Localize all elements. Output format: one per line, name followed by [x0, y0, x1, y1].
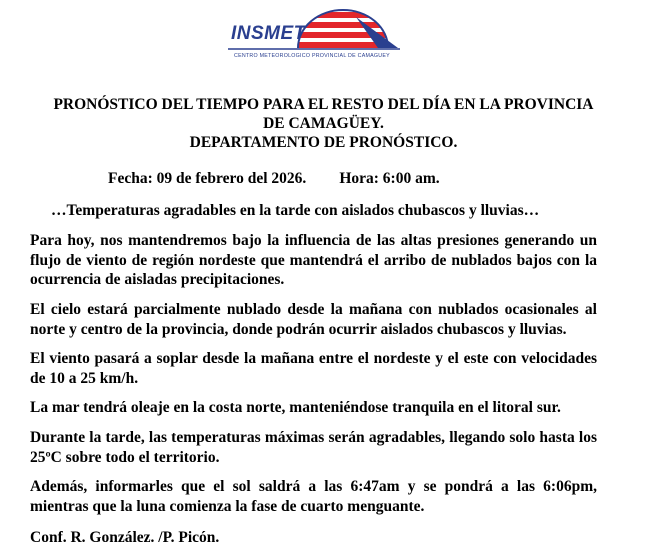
- title-line-1: PRONÓSTICO DEL TIEMPO PARA EL RESTO DEL DÍA EN LA PROVINCIA: [53, 96, 594, 113]
- paragraph-wind: El viento pasará a soplar desde la mañana entre el nordeste y el este con velocidades de 10 a 25 km/h.: [30, 350, 597, 387]
- insmet-logo: [228, 8, 403, 64]
- paragraph-general: Para hoy, nos mantendremos bajo la influencia de las altas presiones generando un flujo de viento de región nordeste que mantendrá el arribo de nublados bajos con la ocurrencia de aisladas precipitaciones.: [30, 232, 597, 288]
- title-line-2: DE CAMAGÜEY.: [263, 115, 384, 132]
- forecast-date: Fecha: 09 de febrero del 2026.: [108, 170, 307, 187]
- date-time-line: [108, 169, 440, 188]
- title-line-3: DEPARTAMENTO DE PRONÓSTICO.: [189, 134, 458, 151]
- forecast-summary: …Temperaturas agradables en la tarde con aislados chubascos y lluvias…: [51, 202, 540, 219]
- paragraph-temperature: Durante la tarde, las temperaturas máximas serán agradables, llegando solo hasta los 25ºC sobre todo el territorio.: [30, 429, 597, 466]
- paragraph-sky: El cielo estará parcialmente nublado desde la mañana con nublados ocasionales al norte y centro de la provincia, donde podrán ocurrir aislados chubascos y lluvias.: [30, 301, 597, 338]
- document-title: [0, 95, 647, 152]
- paragraph-sun-moon: Además, informarles que el sol saldrá a las 6:47am y se pondrá a las 6:06pm, mientras que la luna comienza la fase de cuarto menguante.: [30, 478, 597, 515]
- forecast-time: Hora: 6:00 am.: [339, 170, 440, 187]
- logo-wordmark: INSMET: [231, 23, 306, 44]
- signature: Conf. R. González. /P. Picón.: [30, 529, 220, 546]
- logo-subtitle: CENTRO METEOROLOGICO PROVINCIAL DE CAMAGUEY: [234, 53, 390, 59]
- paragraph-sea: La mar tendrá oleaje en la costa norte, manteniéndose tranquila en el litoral sur.: [30, 399, 561, 416]
